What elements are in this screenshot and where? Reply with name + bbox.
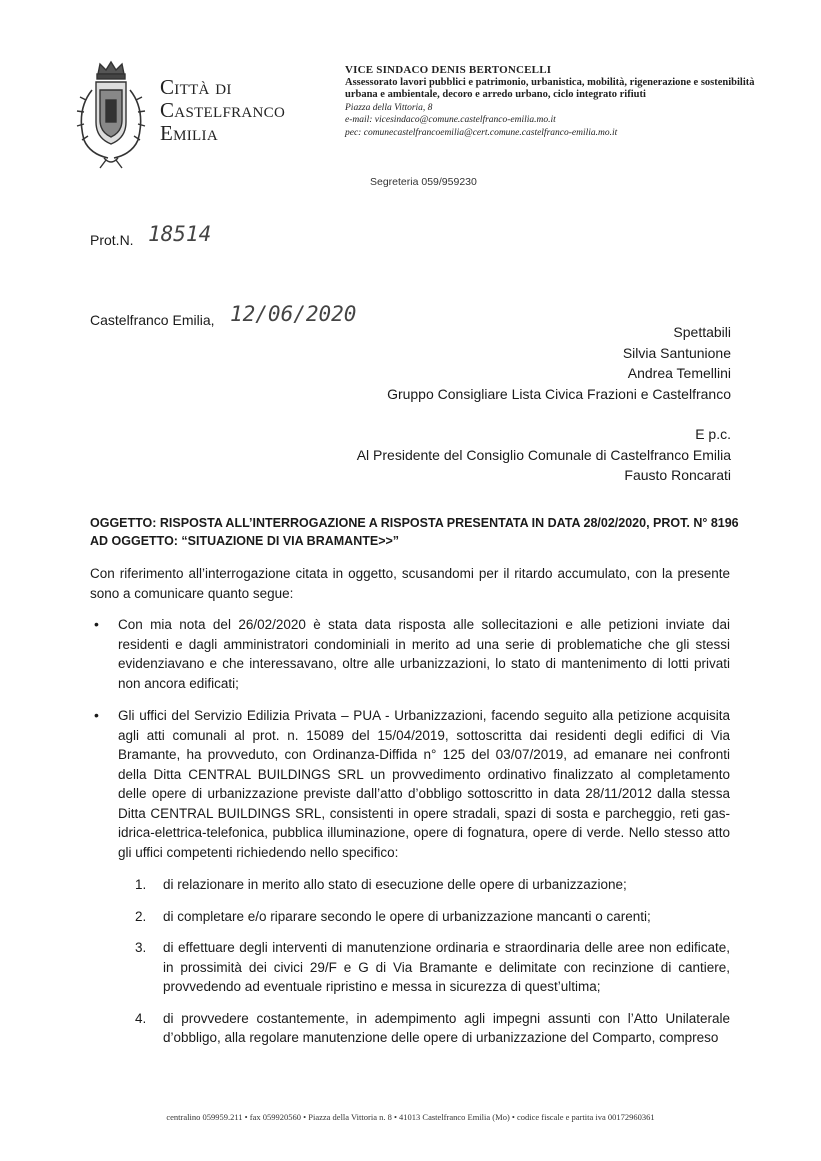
vice-mayor-title: VICE SINDACO DENIS BERTONCELLI	[345, 64, 552, 76]
protocol-number: 18514	[148, 222, 212, 246]
city-name-line: Città di	[160, 75, 232, 99]
protocol-label: Prot.N.	[90, 232, 134, 248]
item-number: 3.	[135, 940, 147, 955]
city-crest-logo	[70, 60, 152, 170]
recipient-name: Gruppo Consigliare Lista Civica Frazioni e Castelfranco	[387, 385, 731, 402]
date-value: 12/06/2020	[230, 302, 357, 326]
numbered-item	[135, 938, 730, 997]
address: Piazza della Vittoria, 8	[345, 102, 433, 113]
footer-contact: centralino 059959.211 • fax 059920560 • Piazza della Vittoria n. 8 • 41013 Castelfranco Emilia (Mo) • codice fiscale e partita iva 00172960361	[166, 1112, 655, 1122]
numbered-item	[135, 907, 730, 927]
cc-recipient: Al Presidente del Consiglio Comunale di Castelfranco Emilia	[356, 446, 731, 463]
item-text: di provvedere costantemente, in adempimento agli impegni assunti con l’Atto Unilaterale d’obbligo, alla regolare manutenzione delle opere di urbanizzazione del Comparto, compreso	[163, 1010, 730, 1045]
item-number: 2.	[135, 908, 147, 924]
item-text: di effettuare degli interventi di manutenzione ordinaria e straordinaria delle aree non edificate, in prossimità dei civici 29/F e G di Via Bramante e delimitate con recinzione di cantiere, provvedendo ad eventuale ripristino e messa in sicurezza di quest’ultima;	[163, 940, 730, 994]
intro-paragraph: Con riferimento all’interrogazione citata in oggetto, scusandomi per il ritardo accumulato, con la presente sono a comunicare quanto segue:	[90, 566, 730, 601]
item-number: 4.	[135, 1010, 147, 1026]
city-name-line: Castelfranco	[160, 98, 286, 122]
list-item: • Con mia nota del 26/02/2020 è stata data risposta alle sollecitazioni e alle petizioni inviate dai residenti e dagli amministratori condominiali in merito ad una serie di problematiche che gli stessi evidenziavano e che interessavano, oltre alle urbanizzazioni, lo stato di mantenimento di lotti privati non ancora edificati;	[90, 615, 730, 693]
cc-recipient: Fausto Roncarati	[624, 467, 731, 483]
subject-line: OGGETTO: RISPOSTA ALL’INTERROGAZIONE A RISPOSTA PRESENTATA IN DATA 28/02/2020, PROT. N° 8196 AD OGGETTO: “SITUAZIONE DI VIA BRAMANTE>>”	[90, 516, 739, 548]
numbered-item	[135, 875, 730, 895]
email: e-mail: vicesindaco@comune.castelfranco-emilia.mo.it	[345, 115, 556, 125]
greeting: Spettabili	[673, 324, 731, 340]
recipients-block	[357, 322, 731, 486]
segreteria-phone: Segreteria 059/959230	[370, 176, 477, 188]
department-role: Assessorato lavori pubblici e patrimonio, urbanistica, mobilità, rigenerazione e sostenibilità urbana e ambientale, decoro e arredo urbano, ciclo integrato rifiuti	[345, 76, 755, 100]
date-label: Castelfranco Emilia,	[90, 312, 215, 328]
header-info	[345, 64, 775, 139]
pec: pec: comunecastelfrancoemilia@cert.comune.castelfranco-emilia.mo.it	[345, 127, 618, 138]
recipient-name: Andrea Temellini	[627, 365, 731, 381]
item-text: di relazionare in merito allo stato di esecuzione delle opere di urbanizzazione;	[163, 877, 627, 892]
numbered-item	[135, 1009, 730, 1048]
recipient-name: Silvia Santunione	[622, 344, 731, 361]
item-text: di completare e/o riparare secondo le opere di urbanizzazione mancanti o carenti;	[163, 908, 651, 924]
epc-label: E p.c.	[695, 426, 731, 442]
list-item: • Gli uffici del Servizio Edilizia Privata – PUA - Urbanizzazioni, facendo seguito alla petizione acquisita agli atti comunali al prot. n. 15089 del 15/04/2019, sottoscritta dai residenti degli edifici di Via Bramante, ha provveduto, con Ordinanza-Diffida n° 125 del 03/07/2019, ad emanare nei confronti della Ditta CENTRAL BUILDINGS SRL un provvedimento ordinativo finalizzato al completamento delle opere di urbanizzazione previste dall’atto d’obbligo sottoscritto in data 28/11/2012 dalla stessa Ditta CENTRAL BUILDINGS SRL, consistenti in opere stradali, spazi di sosta e parcheggio, reti gas-idrica-elettrica-telefonica, pubblica illuminazione, opere di fognatura, opere di verde. Nello stesso atto gli uffici competenti richiedendo nello specifico:	[90, 706, 730, 862]
letter-body	[90, 564, 730, 1060]
item-number: 1.	[135, 877, 147, 892]
city-name-line: Emilia	[160, 121, 218, 145]
city-name	[160, 76, 285, 145]
